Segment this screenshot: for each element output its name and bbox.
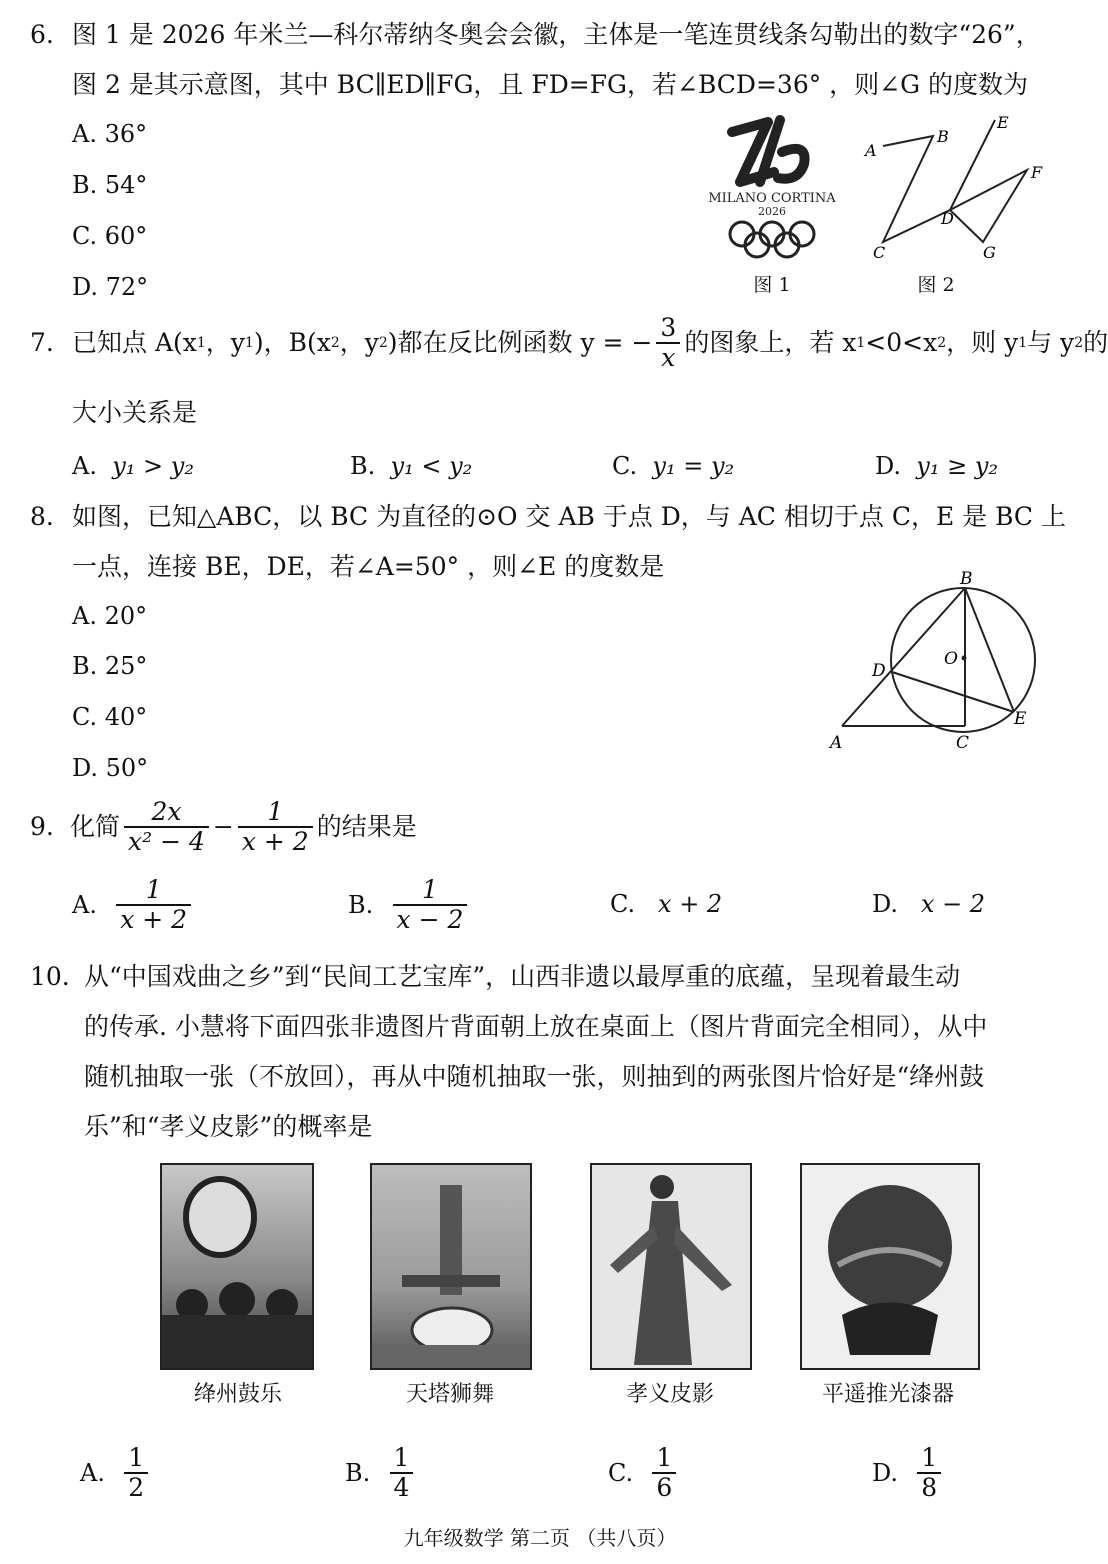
q7-stem-line1: 已知点 A(x 1 ，y 1 )，B(x 2 ，y 2 )都在反比例函数 y = − $\frac{3}{x}$ 的图象上，若 x 1 <0<x 2 ，则 y 1 与 y 2 的: [72, 313, 1108, 372]
q6-option-d: D. 72°: [72, 273, 149, 301]
photo-jiangzhou-drum: [160, 1163, 314, 1370]
q9-number: 9.: [30, 812, 54, 841]
q7-fraction: $\frac{3}{x}$: [656, 314, 680, 372]
q9-fraction-1: $\frac{2x}{\text{x² − 4}}$: [124, 798, 209, 856]
q8-number: 8.: [30, 502, 54, 531]
q10-option-c: C. $\frac{1}{6}$: [608, 1438, 680, 1508]
q10-stem-line1: 从“中国戏曲之乡”到“民间工艺宝库”，山西非遗以最厚重的底蕴，呈现着最生动: [84, 962, 961, 991]
q10-option-b: B. $\frac{1}{4}$: [345, 1438, 417, 1508]
olympic-rings-icon: [730, 222, 814, 257]
q6-option-a: A. 36°: [72, 120, 148, 148]
fig1-caption: 图 1: [753, 274, 791, 296]
q10-stem-line2: 的传承. 小慧将下面四张非遗图片背面朝上放在桌面上（图片背面完全相同），从中: [84, 1012, 988, 1041]
svg-text:G: G: [983, 243, 996, 262]
q6-option-b: B. 54°: [72, 171, 148, 199]
q6-figure2-diagram: [855, 110, 1055, 270]
svg-text:B: B: [960, 569, 973, 589]
photo-xiaoyi-shadow-puppet: [590, 1163, 752, 1370]
q7-option-a: A. y₁ > y₂: [72, 452, 194, 480]
q7-option-c: C. y₁ = y₂: [612, 452, 735, 480]
caption-jiangzhou-drum: 绛州鼓乐: [193, 1382, 282, 1407]
q6-number: 6.: [30, 20, 54, 49]
svg-text:B: B: [937, 127, 949, 146]
q9-option-a: A. $\frac{1}{x + 2}$: [72, 870, 195, 940]
q6-stem-line2: 图 2 是其示意图，其中 BC∥ED∥FG，且 FD=FG，若∠BCD=36° ，则∠G 的度数为: [72, 70, 1029, 99]
q9-stem: 化简 $\frac{2x}{\text{x² − 4}}$ − $\frac{1}{x + 2}$ 的结果是: [70, 797, 417, 856]
caption-tianta-lion-dance: 天塔狮舞: [405, 1382, 494, 1407]
q9-option-d: D. x − 2: [872, 890, 986, 918]
q8-option-c: C. 40°: [72, 703, 148, 731]
svg-text:F: F: [1031, 163, 1043, 182]
caption-pingyao-lacquerware: 平遥推光漆器: [821, 1382, 954, 1407]
svg-text:D: D: [941, 209, 954, 228]
svg-text:D: D: [872, 661, 886, 681]
q9-fraction-2: $\frac{1}{x + 2}$: [238, 798, 313, 856]
q8-stem-line2: 一点，连接 BE，DE，若∠A=50° ，则∠E 的度数是: [72, 552, 665, 581]
svg-text:E: E: [997, 113, 1009, 132]
q6-stem-line1: 图 1 是 2026 年米兰—科尔蒂纳冬奥会会徽，主体是一笔连贯线条勾勒出的数字“26”，: [72, 20, 1041, 49]
photo-tianta-lion-dance: [370, 1163, 532, 1370]
q7-option-b: B. y₁ < y₂: [350, 452, 473, 480]
q8-stem-line1: 如图，已知△ABC，以 BC 为直径的⊙O 交 AB 于点 D，与 AC 相切于点 C，E 是 BC 上: [72, 502, 1067, 531]
q7-number: 7.: [30, 328, 54, 357]
svg-text:E: E: [1014, 709, 1027, 729]
q8-option-a: A. 20°: [72, 602, 148, 630]
logo-text-year: 2026: [758, 205, 786, 218]
fig2-caption: 图 2: [917, 274, 955, 296]
q8-option-b: B. 25°: [72, 652, 148, 680]
logo-text-milano: MILANO CORTINA: [708, 191, 836, 206]
q8-option-d: D. 50°: [72, 754, 149, 782]
svg-text:C: C: [956, 733, 970, 753]
q10-stem-line3: 随机抽取一张（不放回），再从中随机抽取一张，则抽到的两张图片恰好是“绛州鼓: [84, 1062, 985, 1091]
q10-stem-line4: 乐”和“孝义皮影”的概率是: [84, 1112, 373, 1141]
q9-option-c: C. x + 2: [610, 890, 723, 918]
q10-number: 10.: [30, 962, 70, 991]
milano-cortina-logo: [690, 112, 855, 262]
svg-text:C: C: [873, 243, 886, 262]
caption-xiaoyi-shadow-puppet: 孝义皮影: [625, 1382, 714, 1407]
q8-circle-diagram: [828, 566, 1050, 756]
q7-option-d: D. y₁ ≥ y₂: [875, 452, 999, 480]
q10-option-d: D. $\frac{1}{8}$: [872, 1438, 945, 1508]
svg-text:O: O: [944, 649, 958, 669]
photo-pingyao-lacquerware: [800, 1163, 980, 1370]
svg-text:A: A: [865, 141, 877, 160]
q9-option-b: B. $\frac{1}{x - 2}$: [348, 870, 471, 940]
q7-stem-line2: 大小关系是: [72, 398, 198, 427]
page-footer: 九年级数学 第二页 （共八页）: [403, 1526, 677, 1550]
svg-text:A: A: [830, 733, 843, 753]
q6-option-c: C. 60°: [72, 222, 148, 250]
q10-option-a: A. $\frac{1}{2}$: [80, 1438, 152, 1508]
